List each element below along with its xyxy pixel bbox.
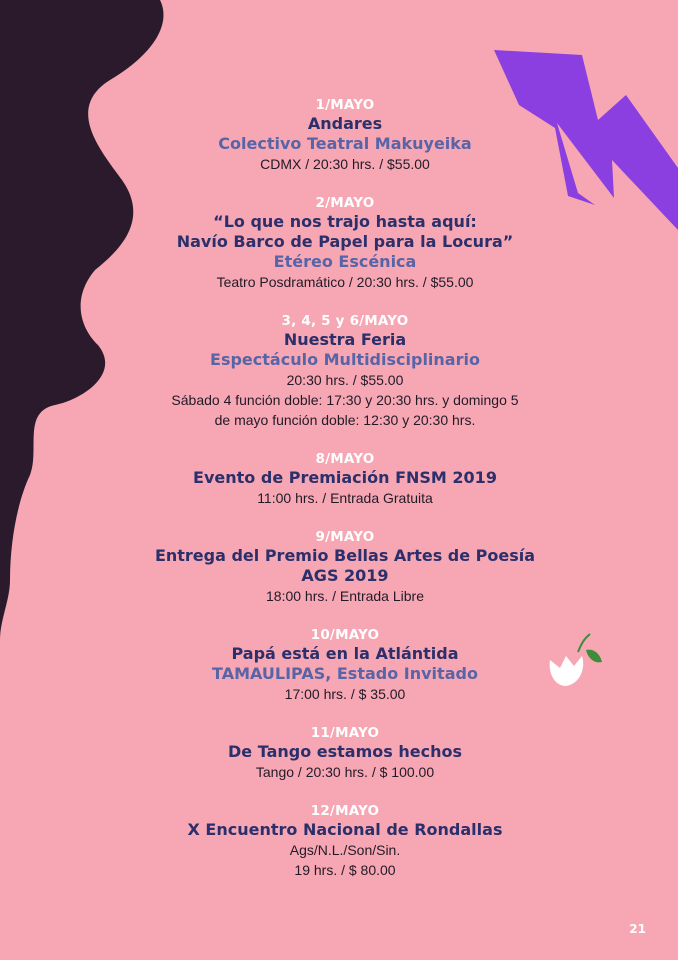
event-detail: 19 hrs. / $ 80.00 — [294, 862, 396, 878]
page-number: 21 — [629, 922, 646, 936]
event-title: X Encuentro Nacional de Rondallas — [187, 820, 503, 839]
event-detail: Sábado 4 función doble: 17:30 y 20:30 hrs. y domingo 5 — [171, 392, 519, 408]
event-detail: Ags/N.L./Son/Sin. — [289, 842, 401, 858]
event-item — [120, 528, 570, 606]
event-detail: 11:00 hrs. / Entrada Gratuita — [257, 490, 433, 506]
event-date: 11/MAYO — [310, 725, 380, 741]
event-subtitle: Espectáculo Multidisciplinario — [210, 350, 480, 369]
event-item — [120, 626, 570, 704]
event-date: 2/MAYO — [315, 195, 375, 211]
event-subtitle: Colectivo Teatral Makuyeika — [218, 134, 472, 153]
event-title: Evento de Premiación FNSM 2019 — [193, 468, 497, 487]
event-item — [120, 312, 570, 430]
event-title: Papá está en la Atlántida — [231, 644, 459, 663]
event-detail: 17:00 hrs. / $ 35.00 — [284, 686, 406, 702]
event-detail: CDMX / 20:30 hrs. / $55.00 — [260, 156, 430, 172]
event-item — [120, 194, 570, 292]
event-date: 12/MAYO — [310, 803, 380, 819]
event-item — [120, 724, 570, 782]
event-title: Entrega del Premio Bellas Artes de Poesía AGS 2019 — [154, 546, 536, 585]
event-subtitle: Etéreo Escénica — [273, 252, 417, 271]
event-date: 1/MAYO — [315, 97, 375, 113]
event-title: Nuestra Feria — [283, 330, 407, 349]
event-date: 10/MAYO — [310, 627, 380, 643]
event-subtitle: TAMAULIPAS, Estado Invitado — [212, 664, 478, 683]
event-date: 3, 4, 5 y 6/MAYO — [281, 313, 409, 329]
event-date: 9/MAYO — [315, 529, 375, 545]
event-title: “Lo que nos trajo hasta aquí: Navío Barco de Papel para la Locura” — [176, 212, 514, 251]
event-detail: Teatro Posdramático / 20:30 hrs. / $55.00 — [216, 274, 474, 290]
event-detail: 20:30 hrs. / $55.00 — [286, 372, 404, 388]
event-title: Andares — [307, 114, 383, 133]
event-detail: 18:00 hrs. / Entrada Libre — [266, 588, 424, 604]
events-list — [120, 96, 570, 900]
event-title: De Tango estamos hechos — [228, 742, 462, 761]
event-detail: Tango / 20:30 hrs. / $ 100.00 — [255, 764, 435, 780]
event-item — [120, 802, 570, 880]
event-date: 8/MAYO — [315, 451, 375, 467]
event-detail: de mayo función doble: 12:30 y 20:30 hrs. — [214, 412, 476, 428]
event-item — [120, 96, 570, 174]
event-item — [120, 450, 570, 508]
